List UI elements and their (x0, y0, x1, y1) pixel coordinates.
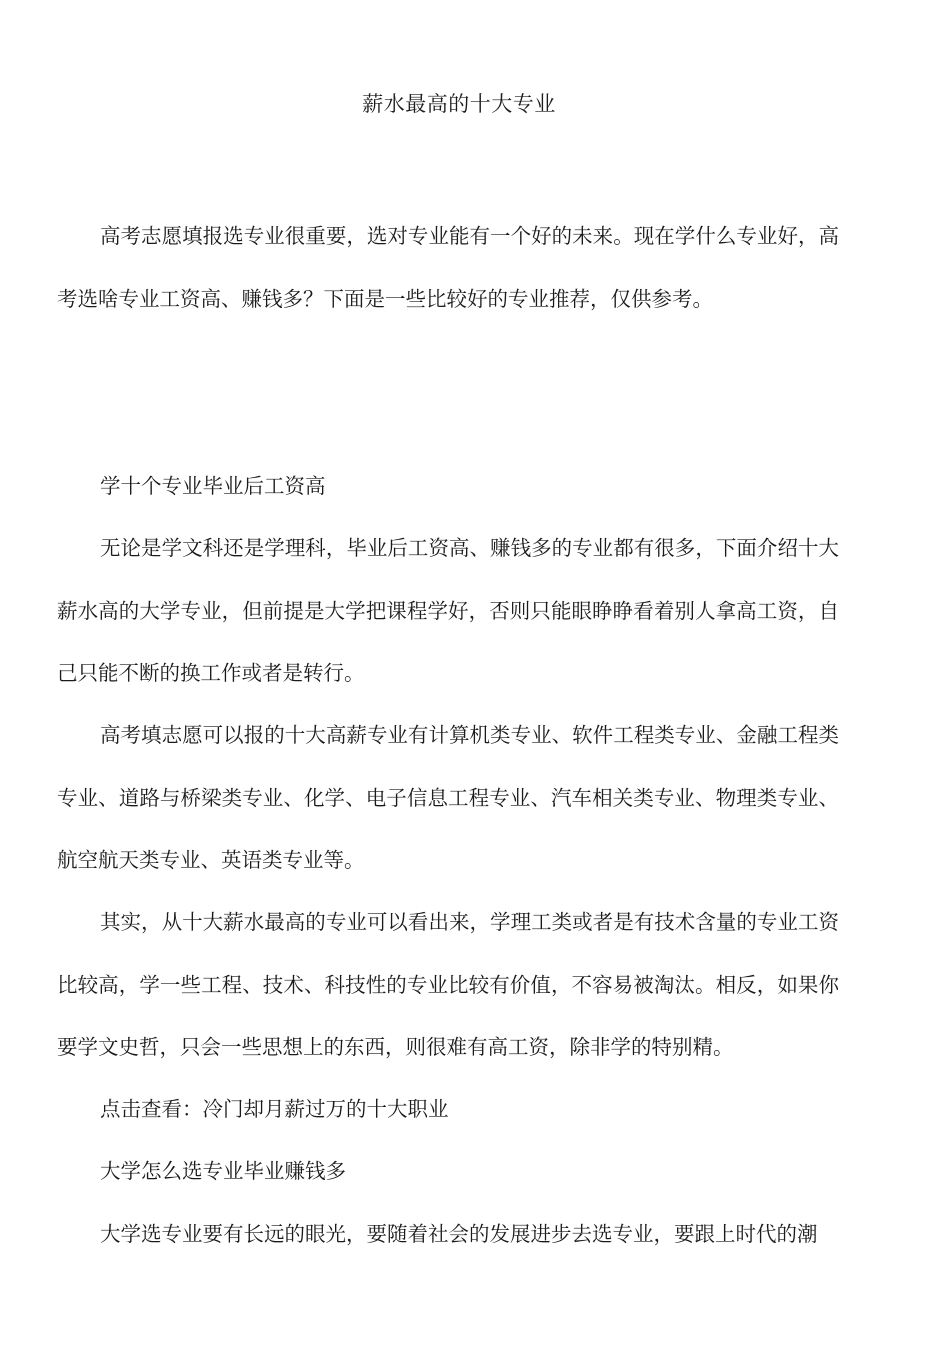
intro-paragraph: 高考志愿填报选专业很重要，选对专业能有一个好的未来。现在学什么专业好，高考选啥专业工资高、赚钱多？下面是一些比较好的专业推荐，仅供参考。 (57, 224, 839, 311)
section-heading-choose-major: 大学怎么选专业毕业赚钱多 (100, 1159, 346, 1183)
paragraph-long-term-vision: 大学选专业要有长远的眼光，要随着社会的发展进步去选专业，要跟上时代的潮 (100, 1222, 818, 1246)
document-title: 薪水最高的十大专业 (362, 92, 556, 116)
paragraph-technical-majors: 其实，从十大薪水最高的专业可以看出来，学理工类或者是有技术含量的专业工资比较高，学一些工程、技术、科技性的专业比较有价值，不容易被淘汰。相反，如果你要学文史哲，只会一些思想上的东西，则很难有高工资，除非学的特别精。 (57, 910, 839, 1059)
section-heading-high-salary-majors: 学十个专业毕业后工资高 (100, 474, 326, 498)
paragraph-top-ten-majors-list: 高考填志愿可以报的十大高薪专业有计算机类专业、软件工程类专业、金融工程类专业、道路与桥梁类专业、化学、电子信息工程专业、汽车相关类专业、物理类专业、航空航天类专业、英语类专业等。 (57, 723, 839, 872)
related-article-link[interactable]: 点击查看：冷门却月薪过万的十大职业 (100, 1097, 449, 1121)
paragraph-liberal-arts-science: 无论是学文科还是学理科，毕业后工资高、赚钱多的专业都有很多，下面介绍十大薪水高的大学专业，但前提是大学把课程学好，否则只能眼睁睁看着别人拿高工资，自己只能不断的换工作或者是转行。 (57, 536, 839, 685)
